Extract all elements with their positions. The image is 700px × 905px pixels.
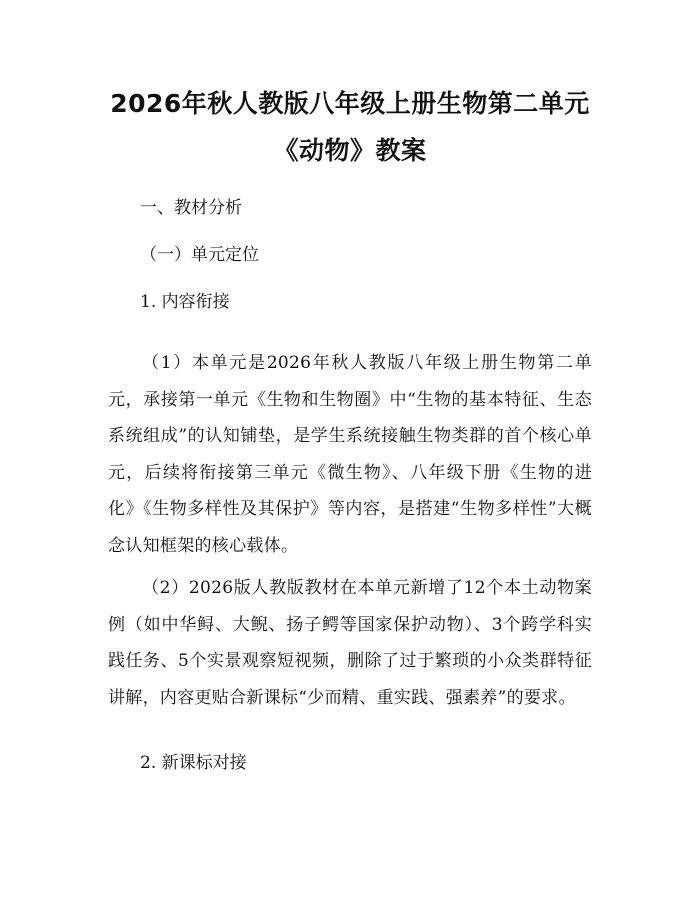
paragraph-textbook-changes: （2）2026版人教版教材在本单元新增了12个本土动物案例（如中华鲟、大鲵、扬子鳄等国家保护动物）、3个跨学科实践任务、5个实景观察短视频，删除了过于繁琐的小众类群特征讲解，内容更贴合新课标“少而精、重实践、强素养”的要求。	[108, 578, 592, 708]
section-heading-textbook-analysis: 一、教材分析	[140, 198, 242, 218]
item-heading-content-connection: 1. 内容衔接	[140, 292, 230, 312]
subsection-heading-unit-positioning: （一）单元定位	[140, 245, 259, 265]
document-title-line1: 2026年秋人教版八年级上册生物第二单元	[110, 89, 590, 118]
document-title-line2: 《动物》教案	[273, 136, 427, 165]
item-heading-curriculum-standard: 2. 新课标对接	[140, 753, 247, 773]
paragraph-unit-connection: （1）本单元是2026年秋人教版八年级上册生物第二单元，承接第一单元《生物和生物圈》中“生物的基本特征、生态系统组成”的认知铺垫，是学生系统接触生物类群的首个核心单元，后续将衔接第三单元《微生物》、八年级下册《生物的进化》《生物多样性及其保护》等内容，是搭建“生物多样性”大概念认知框架的核心载体。	[108, 353, 592, 556]
